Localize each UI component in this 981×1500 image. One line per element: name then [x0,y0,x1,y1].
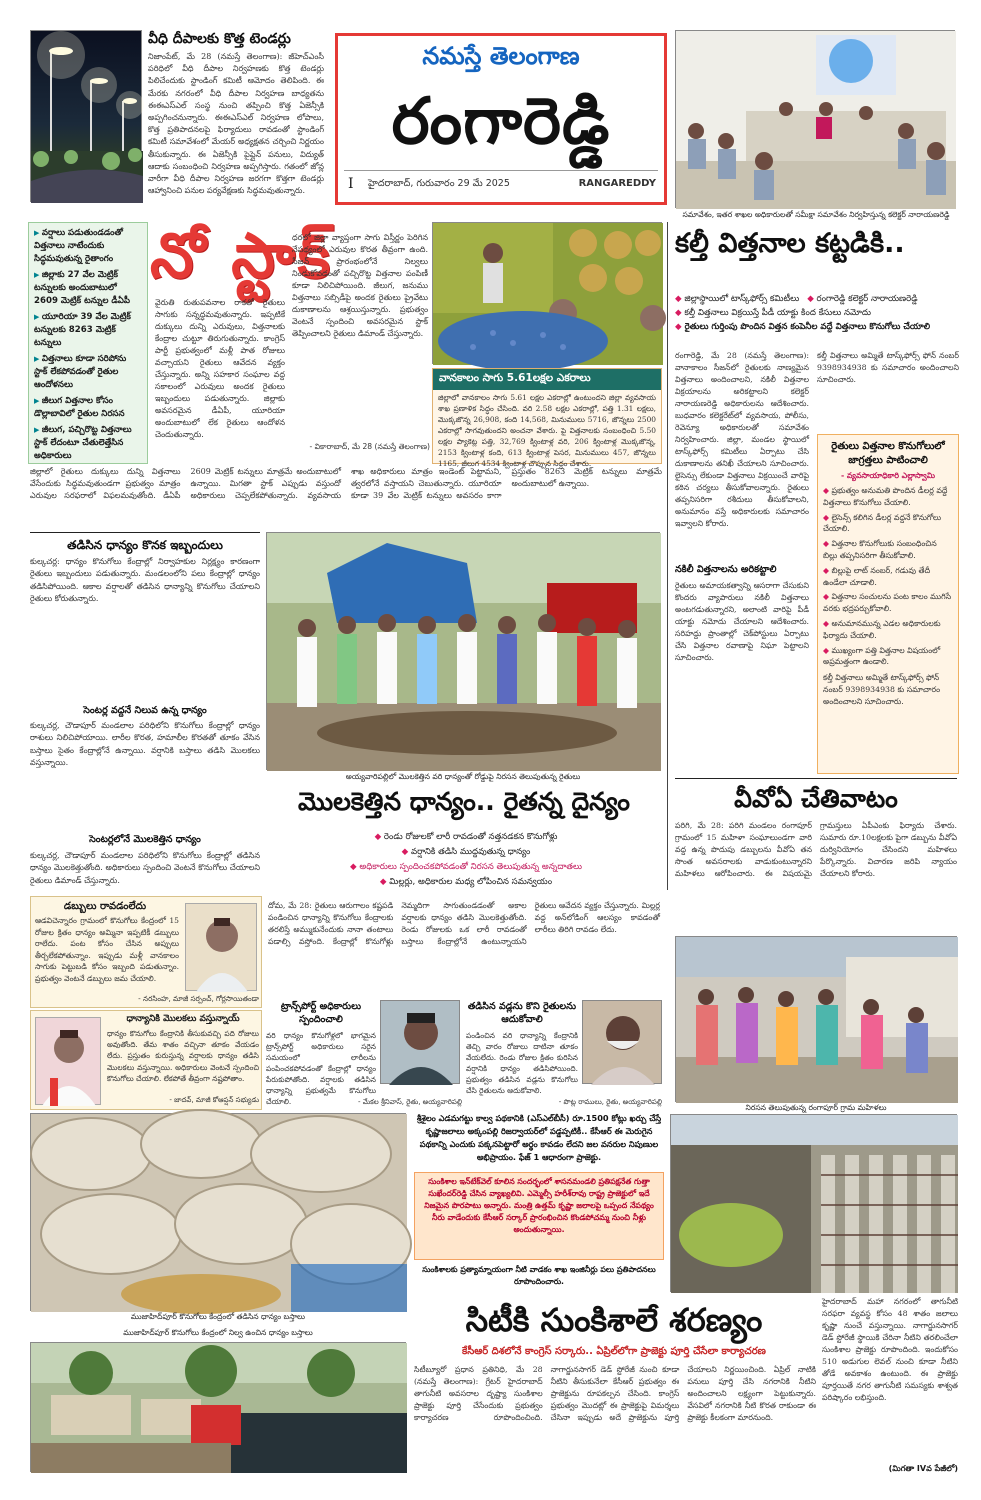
vo-headline: వీవోఏ చేతివాటం [734,784,898,813]
vo-graphic [676,937,958,1103]
sunkishala-intro: శ్రీశైలం ఎడమగట్టు కాల్వ పథకానికి (ఎస్‌ఎల్‌బీసీ) రూ.1500 కోట్లు ఖర్చు చేస్తే కృష్ణాజలాలు అక్కంపల్లి రిజర్వాయర్‌లో పడ్డప్పటికీ.. కేసీఆర్ ఈ మెరుగైన పథకాన్ని ఎందుకు పక్కనపెట్టారో అర్థం కావడం లేదని జల వనరుల నిపుణుల అభిప్రాయం. ఫేజ్ 1 ఆధారంగా ప్రాజెక్టు. [416,1113,662,1162]
wet-grain-title: తడిసిన ధాన్యం కొనక ఇబ్బందులు [67,538,223,552]
sowing-body: జిల్లాలో వానకాలం సాగు 5.61 లక్షల ఎకరాల్లో ఉంటుందని జిల్లా వ్యవసాయ శాఖ ప్రణాళిక సిద్ధం చేసింది. వరి 2.58 లక్షల ఎకరాల్లో, పత్తి 1.31 లక్షలు, మొక్కజొన్న 26,908, కంది 14,568, మినుములు 5716, జొన్నలు 2500 ఎకరాల్లో సాగవుతుందని అంచనా వేశారు. పై విత్తనాలకు సంబంధించి 5.50 లక్షల ప్యాకెట్ల పత్తి, 32,769 క్వింటాళ్ల వరి, 206 క్వింటాళ్ల మొక్కజొన్న, 2153 క్వింటాళ్ల కంది, 613 క్వింటాళ్ల పెసర, మినుములు 457, జొన్నలు 1165, జీలుగ 4534 క్వింటాళ్ల చొప్పున సిద్ధం చేశారు. [438,393,656,468]
sunkishala-graphic [671,1115,958,1293]
sprouting-portrait [35,1017,101,1105]
transport-body: వరి ధాన్యం కొనుగోళ్లలో భాగమైన ట్రాన్స్‌పోర్ట్ అధికారులు సరైన సమయంలో లారీలను పంపించకపోవడంతో కేంద్రాల్లో ధాన్యం పేరుకుపోతోంది. వర్షాలకు తడిసిన ధాన్యాన్ని ప్రభుత్వమే కొనుగోలు చేయాలి. [266,1031,376,1106]
seed-tips-tail: కల్తీ విత్తనాలు అమ్మితే టాస్క్‌ఫోర్స్ ఫోన్ నంబర్ 9398934938 కు సమాచారం అందించాలని సూచించారు. [823,673,941,706]
fake-seeds-body2: రైతులు అమాయకత్వాన్ని ఆసరాగా చేసుకుని కొందరు వ్యాపారులు నకిలీ విత్తనాలు అంటగడుతున్నారని, అలాంటి వారిపై పీడీ యాక్టు నమోదు చేయాలని ఆదేశించారు. సరిహద్దు ప్రాంతాల్లో చెక్‌పోస్టులు ఏర్పాటు చేసి విత్తనాల రవాణాపై నిఘా పెట్టాలని సూచించారు. [675,581,809,662]
meeting-graphic [676,31,956,209]
main-photo-caption: అయ్యవారిపల్లిలో మొలకెత్తిన వరి ధాన్యంతో రోడ్డుపై నిరసన తెలుపుతున్న రైతులు [345,772,581,781]
highlight-item: ▶ జీలుగ విత్తనాల కోసం డొల్లాబావిలో రైతుల నిరసన [34,395,142,421]
wet-buy-body: పండించిన వరి ధాన్యాన్ని కేంద్రానికి తెచ్చి వారం రోజులు దాటినా తూకం వేయలేదు. రెండు రోజుల క్రితం కురిసిన వర్షానికి ధాన్యం తడిసిపోయింది. ప్రభుత్వం తడిసిన వడ్లను కొనుగోలు చేసి రైతులను ఆదుకోవాలి. [466,1031,578,1095]
grain-photo-2-caption: ముజాహిద్‌పూర్ కొనుగోలు కేంద్రంలో నిల్వ ఉంచిన ధాన్యం బస్తాలు [123,1328,313,1337]
seed-tips-sub: - వ్యవసాయాధికారి ఎల్లాస్వామి [840,471,936,480]
wet-buy-portrait [582,1000,662,1084]
wet-buy-box [466,1000,662,1110]
streetlight-graphic [31,31,143,203]
wet-grain-body3: కుల్కచర్ల, చౌడాపూర్ మండలాల పరిధిలోని కొనుగోలు కేంద్రాల్లో తడిసిన ధాన్యం మొలకెత్తుతోంది. అధికారులు స్పందించి వెంటనే కొనుగోలు చేయాలని రైతులు డిమాండ్ చేస్తున్నారు. [30,851,260,885]
fake-seeds-bullet-3: ◆ కల్తీ విత్తనాలు విక్రయిస్తే పీడీ యాక్టు కింద కేసులు నమోదు [675,306,957,320]
seeds-photo [432,222,662,364]
masthead-edition: రంగారెడ్డి [391,85,611,159]
no-stock-byline: - వికారాబాద్, మే 28 (నమస్తే తెలంగాణ) [309,442,430,451]
masthead-dateline: హైదరాబాద్, గురువారం 29 మే 2025 [368,178,510,189]
no-stock-col2: ధరలో జిల్లా వ్యాప్తంగా సాగు విస్తీర్ణం పెరిగిన నేపథ్యంలో ఎరువుల కొరత తీవ్రంగా ఉంది. సీజన్ ప్రారంభంలోనే నిల్వలు నిండుకోవడంతో పచ్చిరొట్ట విత్తనాల పంపిణీ కూడా నిలిచిపోయింది. జీలుగ, జనుము విత్తనాలు సబ్సిడీపై అందక రైతులు ప్రైవేటు దుకాణాలను ఆశ్రయిస్తున్నారు. ప్రభుత్వం వెంటనే స్పందించి అవసరమైన స్టాక్ తెప్పించాలని రైతులు డిమాండ్ చేస్తున్నారు. [292,233,428,338]
grain-photo-1-caption: ముజాహిద్‌పూర్ కొనుగోలు కేంద్రంలో తడిసిన ధాన్యం బస్తాలు [130,1312,306,1321]
sprouting-title: ధాన్యానికి మొలకలు వస్తున్నాయ్ [126,1014,240,1024]
wet-grain-sub2: సెంటర్లలోనే మొలకెత్తిన ధాన్యం [89,834,201,845]
highlight-item: ▶ జిల్లాకు 27 వేల మెట్రిక్ టన్నులకు అందుబాటులో 2609 మెట్రిక్ టన్నుల డీఏపీ [34,269,142,308]
sunkishala-more: (మిగతా IVవ పేజీలో) [888,1464,958,1473]
notpaid-box [30,896,262,1008]
masthead-brand: నమస్తే తెలంగాణ [422,42,580,70]
seed-tip-item: ◆ అనుమానమున్న ఎడల అధికారులకు ఫిర్యాదు చేయాలి. [823,618,953,642]
sprouting-portrait-graphic [36,1018,102,1106]
sunkishala-tail: సుంకిశాలకు ప్రత్యామ్నాయంగా నీటి వాడకం శాఖ ఇంజినీర్లు పలు ప్రతిపాదనలు రూపొందించారు. [422,1265,656,1286]
grain-photo-2-graphic [31,1343,407,1473]
streetlights-headline: వీధి దీపాలకు కొత్త టెండర్లు [148,31,291,47]
wet-buy-sign: - పొట్ల రాములు, రైతు, అయ్యవారిపల్లి [558,1098,662,1106]
seeds-graphic [433,223,663,365]
seed-tip-item: ◆ లైసెన్స్ కలిగిన డీలర్ల వద్దనే కొనుగోలు చేయాలి. [823,512,953,536]
fake-seeds-headline: కల్తీ విత్తనాల కట్టడికి.. [675,228,905,259]
sunkishala-body: సిటీబ్యూరో ప్రధాన ప్రతినిధి, మే 28 (నమస్తే తెలంగాణ): గ్రేటర్ హైదరాబాద్ తాగునీటి అవసరాల దృష్ట్యా సుంకిశాల ప్రాజెక్టు పూర్తి చేసేందుకు ప్రభుత్వం కార్యాచరణ రూపొందించింది. నాగార్జునసాగర్ డెడ్ స్టోరేజీ నుంచి కూడా నీటిని తీసుకునేలా కేసీఆర్ ప్రభుత్వం ఈ ప్రాజెక్టును రూపకల్పన చేసింది. కాంగ్రెస్ ప్రభుత్వం మొదట్లో ఈ ప్రాజెక్టుపై విమర్శలు చేసినా ఇప్పుడు అదే ప్రాజెక్టును పూర్తి చేయాలని నిర్ణయించింది. ఏప్రిల్ నాటికి పనులు పూర్తి చేసి నగరానికి నీటిని అందించాలని లక్ష్యంగా పెట్టుకున్నారు. వేసవిలో నగరానికి నీటి కొరత రాకుండా ఈ ప్రాజెక్టు కీలకంగా మారనుంది. [414,1365,816,1422]
no-stock-col1: వైరుతి రుతుపవనాల రాకతో రైతులు సాగుకు సన్నద్ధమవుతున్నారు. ఇప్పటికే దుక్కులు దున్ని ఎరువులు, విత్తనాలకు కేంద్రాల చుట్టూ తిరుగుతున్నారు. కాంగ్రెస్ పార్టీ ప్రభుత్వంలో మళ్లీ పాత రోజులు వచ్చాయని రైతులు ఆవేదన వ్యక్తం చేస్తున్నారు. అన్ని సహకార సంఘాల వద్ద సకాలంలో ఎరువులు అందక రైతులు ఇబ్బందులు పడుతున్నారు. జిల్లాకు అవసరమైన డీఏపీ, యూరియా అందుబాటులో లేక రైతులు ఆందోళన చెందుతున్నారు. [155,298,285,439]
transport-portrait [380,1000,460,1084]
sprouted-headline: మొలకెత్తిన ధాన్యం.. రైతన్న దైన్యం [298,787,630,816]
highlight-item: ▶ జీలుగ, పచ్చిరొట్ట విత్తనాలు స్టాక్ లేదంటూ చేతులెత్తేసిన అధికారులు [34,424,142,463]
sprouted-bullet-4: ◆ మిల్లర్లు, అధికారుల మధ్య లోపించిన సమన్వయం [276,875,656,890]
vo-body: పరిగి, మే 28: పరిగి మండలం రంగాపూర్ గ్రామంలో 15 మహిళా సంఘాలుండగా వారి వద్ద ఉన్న పొదుపు డబ్బులను వీవోఏ తన సొంత అవసరాలకు వాడుకుంటున్నారని మహిళలు ఆరోపించారు. ఈ విషయమై గ్రామస్తులు ఏపీఎంకు ఫిర్యాదు చేశారు. సుమారు రూ.10లక్షలకు పైగా డబ్బును వీవోఏ దుర్వినియోగం చేసిందని మహిళలు పేర్కొన్నారు. విచారణ జరిపి న్యాయం చేయాలని కోరారు. [675,821,957,878]
grain-photo-1-graphic [31,1114,407,1312]
fake-seeds-bullet-2: ◆ రంగారెడ్డి కలెక్టర్ నారాయణరెడ్డి [807,292,917,306]
seed-tip-item: ◆ ప్రభుత్వం అనుమతి పొందిన డీలర్ల వద్దే విత్తనాలు కొనుగోలు చేయాలి. [823,485,953,509]
wet-grain-sub1: సెంటర్ల వద్దనే నిలువ ఉన్న ధాన్యం [83,705,207,716]
sowing-box [432,368,662,468]
fake-seeds-box-tail-lead: కల్తీ విత్తనాలు అమ్మితే టాస్క్‌ఫోర్స్ ఫోన్ నంబర్ 9398934938 కు సమాచారం అందించాలని సూచించారు. [817,351,959,384]
sunkishala-headline: సిటీకి సుంకిశాలే శరణ్యం [465,1301,763,1339]
sprouting-sign: - జాదవ్, మాజీ కోఆప్షన్ సభ్యుడు [169,1096,259,1104]
seed-tip-item: ◆ విత్తనాల సంచులను పంట కాలం ముగిసే వరకు భద్రపర్చుకోవాలి. [823,591,953,615]
transport-sign: - మేకల శ్రీనివాస్, రైతు, అయ్యవారిపల్లి [357,1098,462,1106]
fake-seeds-bullet-4: ◆ రైతులు గుర్తింపు పొందిన విత్తన కంపెనీల వద్దే విత్తనాలు కొనుగోలు చేయాలి [675,320,957,334]
vo-photo [675,936,957,1102]
sprouted-body: దోమ, మే 28: రైతులు ఆరుగాలం కష్టపడి పండించిన ధాన్యాన్ని కొనుగోలు కేంద్రాలకు తరలిస్తే అమ్ముకునేందుకు నానా తంటాలు పడాల్సి వస్తోంది. కేంద్రాల్లో కొనుగోళ్లు నెమ్మదిగా సాగుతుండడంతో అకాల వర్షాలకు ధాన్యం తడిసి మొలకెత్తుతోంది. రెండు రోజులకు ఒక లారీ రావడంతో బస్తాలు కేంద్రాల్లోనే ఉంటున్నాయని రైతులు ఆవేదన వ్యక్తం చేస్తున్నారు. మిల్లర్ల వద్ద అన్‌లోడింగ్ ఆలస్యం కావడంతో లారీలు తిరిగి రావడం లేదు. [268,901,660,946]
seed-tips-box [817,434,959,774]
main-protest-photo [266,532,660,770]
seed-tip-item: ◆ ముఖ్యంగా పత్తి విత్తనాల విషయంలో అప్రమత్తంగా ఉండాలి. [823,645,953,669]
wet-buy-title: తడిసిన వడ్లను కొని రైతులను ఆదుకోవాలి [467,1001,577,1025]
transport-portrait-graphic [381,1001,461,1085]
meeting-caption: సమావేశం, ఇతర శాఖల అధికారులతో సమీక్షా సమావేశం నిర్వహిస్తున్న కలెక్టర్ నారాయణరెడ్డి [682,210,950,219]
sunkishala-photo [670,1114,957,1292]
seed-tip-item: ◆ విత్తనాల కొనుగోలుకు సంబంధించిన బిల్లు తప్పనిసరిగా తీసుకోవాలి. [823,538,953,562]
fake-seeds-subhead: నకిలీ విత్తనాలను అరికట్టాలి [675,564,777,575]
sunkishala-side: హైదరాబాద్ మహా నగరంలో తాగునీటి సరఫరా వ్యవస్థ కోసం 48 శాతం జలాలు కృష్ణా నుంచే వస్తున్నాయి. నాగార్జునసాగర్ డెడ్ స్టోరేజీ స్థాయికి చేరినా నీటిని తరలించేలా సుంకిశాల ప్రాజెక్టు రూపొందింది. ఇందుకోసం 510 అడుగుల లెవల్ నుంచి కూడా నీటిని తోడే అవకాశం ఉంటుంది. ఈ ప్రాజెక్టు పూర్తయితే నగర తాగునీటి సమస్యకు శాశ్వత పరిష్కారం లభిస్తుంది. [822,1297,958,1402]
main-protest-graphic [267,533,661,771]
seed-tips-title: రైతులు విత్తనాల కొనుగోలులో జాగ్రత్తలు పాటించాలి [831,441,945,466]
sowing-headline: వానకాలం సాగు 5.61లక్షల ఎకరాలు [433,369,661,390]
streetlight-photo [30,30,142,202]
sprouted-bullets [276,830,656,900]
highlight-item: ▶ యూరియా 39 వేల మెట్రిక్ టన్నులకు 8263 మెట్రిక్ టన్నులు [34,311,142,350]
fake-seeds-body3 [817,350,959,430]
notpaid-portrait [185,903,257,991]
grain-photo-2 [30,1342,406,1472]
no-stock-continuation: జిల్లాలో రైతులు దుక్కులు దున్ని విత్తనాలు వేసేందుకు సిద్ధమవుతుండగా ప్రభుత్వం మాత్రం ఎరువుల సరఫరాలో విఫలమవుతోంది. డీఏపీ 2609 మెట్రిక్ టన్నులు మాత్రమే అందుబాటులో ఉన్నాయి. మిగతా స్టాక్ ఎప్పుడు వస్తుందో అధికారులు చెప్పలేకపోతున్నారు. వ్యవసాయ శాఖ అధికారులు మాత్రం ఇండెంట్ పెట్టామని, త్వరలోనే వస్తాయని చెబుతున్నారు. యూరియా కూడా 39 వేల మెట్రిక్ టన్నులు అవసరం కాగా ప్రస్తుతం 8263 మెట్రిక్ టన్నులు మాత్రమే అందుబాటులో ఉన్నాయి. [30,467,662,501]
no-stock-headline: నో స్టాక్ [150,219,332,292]
sprouting-box [30,1010,262,1110]
meeting-photo [675,30,955,208]
notpaid-title: డబ్బులు రావడంలేదు [63,901,147,912]
highlight-item: ▶ విత్తనాలు కూడా సరిపోను స్టాక్ లేకపోవడంతో రైతుల ఆందోళనలు [34,353,142,392]
sprouted-bullet-1: ◆ రెండు రోజులకో లారీ రావడంతో నత్తనడకన కొనుగోళ్లు [276,830,656,845]
fake-seeds-body: రంగారెడ్డి, మే 28 (నమస్తే తెలంగాణ): వానాకాలం సీజన్‌లో రైతులకు నాణ్యమైన విత్తనాలు అందించాలని, నకిలీ విత్తనాల విక్రయాలను అరికట్టాలని కలెక్టర్ నారాయణరెడ్డి అధికారులను ఆదేశించారు. బుధవారం కలెక్టరేట్‌లో వ్యవసాయ, పోలీసు, రెవెన్యూ అధికారులతో సమావేశం నిర్వహించారు. జిల్లా, మండల స్థాయిలో టాస్క్‌ఫోర్స్ కమిటీలు ఏర్పాటు చేసి దుకాణాలను తనిఖీ చేయాలని సూచించారు. లైసెన్సు లేకుండా విత్తనాలు విక్రయించే వారిపై కఠిన చర్యలు తీసుకోవాలన్నారు. రైతులు తప్పనిసరిగా రశీదులు తీసుకోవాలని, అనుమానం వస్తే అధికారులకు సమాచారం ఇవ్వాలని కోరారు. [675,351,809,528]
notpaid-body: ఆడవిచెన్నారం గ్రామంలో కొనుగోలు కేంద్రంలో 15 రోజుల క్రితం ధాన్యం అమ్మినా ఇప్పటికీ డబ్బులు రాలేదు. పంట కోసం చేసిన అప్పులు తీర్చలేకపోతున్నాం. ఇప్పుడు మళ్లీ వానకాలం సాగుకు పెట్టుబడి కోసం ఇబ్బంది పడుతున్నాం. ప్రభుత్వం వెంటనే డబ్బులు జమ చేయాలి. [35,916,179,983]
wet-grain-body2: కుల్కచర్ల, చౌడాపూర్ మండలాల పరిధిలోని కొనుగోలు కేంద్రాల్లో ధాన్యం రాశులు నిలిచిపోయాయి. లారీల కొరత, హమాలీల కొరతతో తూకం వేసిన బస్తాలు సైతం కేంద్రాల్లోనే ఉన్నాయి. వర్షానికి బస్తాలు తడిసి మొలకలు వస్తున్నాయి. [30,721,260,768]
no-stock-highlights [28,222,148,464]
seed-tips-list [823,485,953,668]
sunkishala-sub: కేసీఆర్ దిశలోనే కాంగ్రెస్ సర్కారు.. ఏప్రిల్‌లోగా ప్రాజెక్టు పూర్తి చేసేలా కార్యాచరణ [462,1346,766,1357]
sunkishala-highlight: సుంకిశాల ఇన్‌టేక్‌వెల్ కూలిన సందర్భంలో శాసనమండలి ప్రతిపక్షనేత గుత్తా సుఖేందర్‌రెడ్డి చేసిన వ్యాఖ్యలివి. ఎమ్మెల్సీ హరీశ్‌రావు రాష్ట్ర ప్రాజెక్టులో ఇదే నిజమైన పొరపాటు అన్నారు. మంత్రి ఉత్తమ్ కృష్ణా జలాలపై ఒప్పంద నేపథ్యం నీరు వాడేందుకు కేసీఆర్ సర్కార్ ప్రారంభించిన కొండపోచమ్మ నుంచి నీళ్లు అందుతున్నాయి. [414,1172,664,1260]
fake-seeds-bullet-1: ◆ జిల్లాస్థాయిలో టాస్క్‌ఫోర్స్ కమిటీలు [675,292,799,306]
transport-title: ట్రాన్స్‌పోర్ట్ అధికారులు స్పందించాలి [280,1001,362,1025]
wet-grain-body1: కుల్కచర్ల: ధాన్యం కొనుగోలు కేంద్రాల్లో నిర్వాహకుల నిర్లక్ష్యం కారణంగా రైతులు ఇబ్బందులు పడుతున్నారు. మండలంలోని పలు కేంద్రాల్లో ధాన్యం తడిసిపోయింది. ఆకాల వర్షాలతో తడిసిన ధాన్యాన్ని కొనుగోలు చేయాలని రైతులు కోరుతున్నారు. [30,557,260,604]
seed-tip-item: ◆ బిల్లుపై లాట్ నంబర్, గడువు తేదీ ఉండేలా చూడాలి. [823,565,953,589]
sprouting-body: ధాన్యం కొనుగోలు కేంద్రానికి తీసుకువచ్చి పది రోజులు అవుతోంది. తేమ శాతం వచ్చినా తూకం వేయడం లేదు. ప్రస్తుతం కురుస్తున్న వర్షాలకు ధాన్యం తడిసి మొలకలు వస్తున్నాయి. అధికారులు వెంటనే స్పందించి కొనుగోలు చేయాలి. లేకపోతే తీవ్రంగా నష్టపోతాం. [107,1029,259,1083]
transport-box [266,1000,462,1110]
masthead-page-no: I [348,176,354,192]
highlight-item: ▶ వర్షాలు పడుతుండడంతో విత్తనాలు నాటేందుకు సిద్ధమవుతున్న రైతాంగం [34,227,142,266]
notpaid-portrait-graphic [186,904,258,992]
notpaid-sign: - నరసింహ, మాజీ సర్పంచ్, గోర్లసాయితండా [138,994,259,1003]
grain-photo-1 [30,1113,406,1311]
streetlights-body: నిజాంపేట్, మే 28 (నమస్తే తెలంగాణ): జీహెచ్ఎంసీ పరిధిలో వీధి దీపాల నిర్వహణకు కొత్త టెండర్లు పిలిచేందుకు స్టాండింగ్ కమిటీ ఆమోదం తెలిపింది. ఈ మేరకు నగరంలో వీధి దీపాల నిర్వహణ బాధ్యతను ఈఈఎస్ఎల్ సంస్థ నుంచి తప్పించి కొత్త ఏజెన్సీకి అప్పగించనున్నారు. ఈఈఎస్ఎల్ నిర్వహణ లోపాలు, కొత్త ప్రతిపాదనలపై ఫిర్యాదులు రావడంతో స్టాండింగ్ కమిటీ సమావేశంలో మేయర్ అధ్యక్షతన చర్చించి నిర్ణయం తీసుకున్నారు. ఈ ఏజెన్సీకి పైప్లైన్ పనులు, విద్యుత్ ఆదాకు సంబంధించి నిర్వహణ అప్పగిస్తారు. గతంలో జోన్ల వారీగా వీధి దీపాల నిర్వహణ జరగగా కొత్తగా టెండర్లు ఆహ్వానించి పనుల పర్యవేక్షణకు సిద్ధమవుతున్నారు. [148,52,324,196]
wet-buy-portrait-graphic [583,1001,663,1085]
highlight-list [34,227,142,463]
fake-seeds-bullets [675,292,957,352]
sprouted-bullet-2: ◆ వర్షానికి తడిసి ముద్దవుతున్న ధాన్యం [276,845,656,860]
vo-caption: నిరసన తెలుపుతున్న రంగాపూర్ గ్రామ మహిళలు [745,1103,887,1112]
masthead-edition-en: RANGAREDDY [578,178,656,189]
sprouted-bullet-3: ◆ అధికారులు స్పందించకపోవడంతో నిరసన తెలుపుతున్న అన్నదాతలు [276,860,656,875]
masthead [335,33,667,205]
